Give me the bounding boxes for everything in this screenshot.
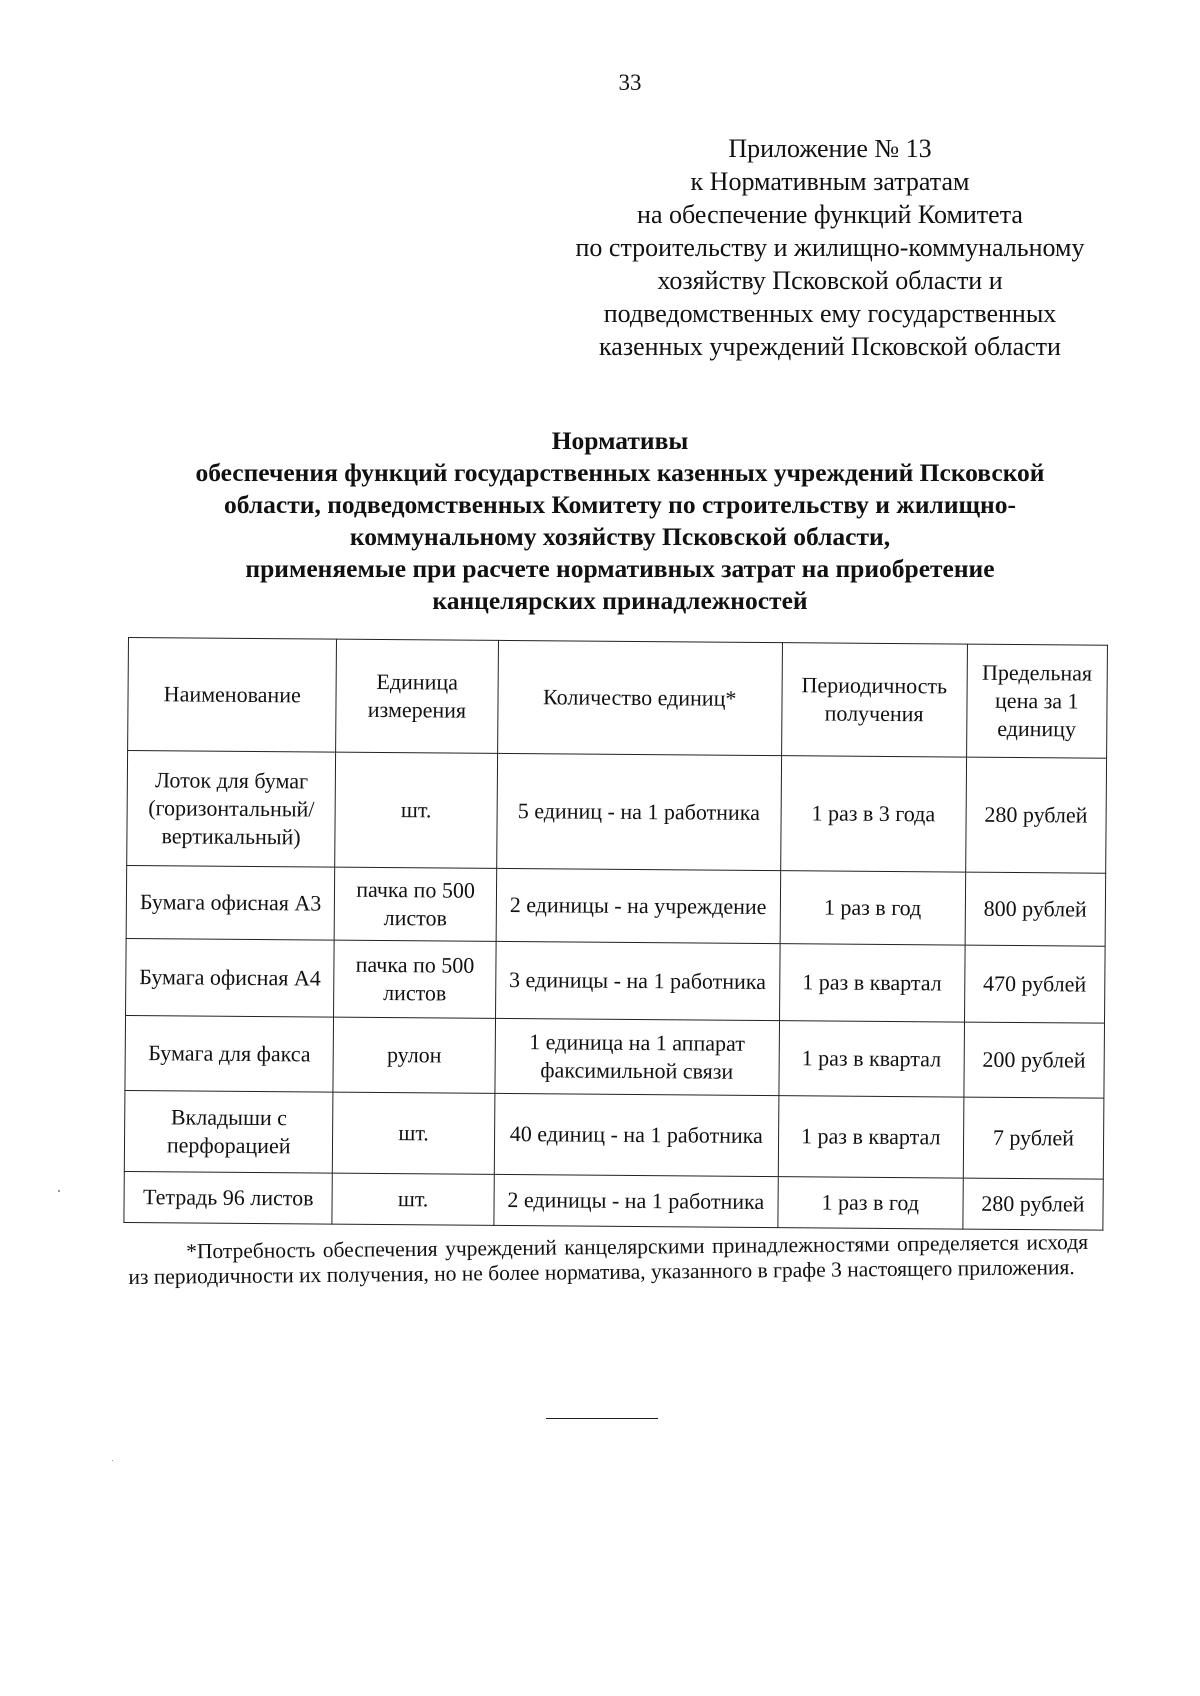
cell-quantity: 40 единиц - на 1 работника	[494, 1093, 779, 1176]
cell-price: 280 рублей	[965, 757, 1106, 873]
cell-quantity: 3 единицы - на 1 работника	[495, 941, 780, 1020]
cell-name: Бумага офисная А3	[126, 865, 335, 940]
title-line: коммунальному хозяйству Псковской области,	[349, 522, 891, 551]
norms-table	[123, 637, 1108, 1231]
scan-speck	[58, 1190, 60, 1192]
cell-unit: рулон	[333, 1017, 495, 1093]
appendix-header	[520, 132, 1140, 363]
end-divider	[546, 1418, 658, 1419]
cell-name: Лоток для бумаг (горизонтальный/ вертикальный)	[127, 751, 336, 868]
appendix-line: хозяйству Псковской области и	[657, 266, 1003, 295]
appendix-line: подведомственных ему государственных	[603, 299, 1057, 328]
cell-name: Бумага офисная А4	[126, 938, 335, 1017]
cell-price: 470 рублей	[964, 945, 1105, 1023]
table-row	[127, 751, 1107, 874]
cell-periodicity: 1 раз в год	[778, 1177, 963, 1229]
cell-price: 200 рублей	[964, 1022, 1105, 1098]
cell-periodicity: 1 раз в год	[780, 871, 965, 945]
cell-quantity: 5 единиц - на 1 работника	[496, 753, 781, 870]
title-line: Нормативы	[551, 426, 689, 455]
cell-periodicity: 1 раз в 3 года	[780, 756, 966, 872]
appendix-line: Приложение № 13	[728, 134, 932, 163]
header-periodicity: Периодичность получения	[781, 643, 967, 757]
table-row	[126, 865, 1106, 946]
cell-unit: шт.	[335, 752, 497, 868]
cell-price: 7 рублей	[963, 1097, 1104, 1179]
document-title	[120, 425, 1120, 617]
scan-speck	[112, 1460, 113, 1461]
cell-quantity: 2 единицы - на учреждение	[496, 868, 781, 943]
cell-unit: пачка по 500 листов	[335, 867, 497, 941]
footnote: *Потребность обеспечения учреждений канцелярскими принадлежностями определяется исходя из периодичности их получения, но не более норматива, указанного в графе 3 настоящего приложения.	[128, 1229, 1089, 1289]
cell-unit: шт.	[333, 1092, 495, 1174]
header-price: Предельная цена за 1 единицу	[966, 644, 1107, 758]
cell-quantity: 1 единица на 1 аппарат факсимильной связи	[495, 1018, 780, 1095]
appendix-line: по строительству и жилищно-коммунальному	[575, 233, 1085, 262]
cell-unit: пачка по 500 листов	[334, 940, 496, 1018]
cell-periodicity: 1 раз в квартал	[779, 1021, 964, 1097]
title-line: обеспечения функций государственных казенных учреждений Псковской	[195, 458, 1045, 487]
header-name: Наименование	[128, 638, 337, 753]
table-row	[124, 1090, 1104, 1179]
header-quantity: Количество единиц*	[497, 640, 782, 755]
table-row	[126, 938, 1106, 1023]
header-unit: Единица измерения	[336, 639, 498, 753]
cell-periodicity: 1 раз в квартал	[779, 944, 964, 1022]
appendix-line: на обеспечение функций Комитета	[637, 200, 1023, 229]
table-row	[124, 1171, 1103, 1230]
cell-price: 280 рублей	[963, 1178, 1104, 1230]
cell-unit: шт.	[332, 1173, 494, 1225]
title-line: применяемые при расчете нормативных затрат на приобретение	[245, 554, 995, 583]
cell-name: Тетрадь 96 листов	[124, 1171, 333, 1224]
cell-name: Вкладыши с перфорацией	[124, 1090, 333, 1173]
cell-quantity: 2 единицы - на 1 работника	[494, 1174, 779, 1227]
title-line: области, подведомственных Комитету по строительству и жилищно-	[224, 490, 1016, 519]
title-line: канцелярских принадлежностей	[432, 586, 808, 615]
cell-periodicity: 1 раз в квартал	[778, 1096, 964, 1178]
page-number: 33	[618, 70, 642, 95]
table-row	[125, 1015, 1105, 1098]
table-header-row	[128, 638, 1108, 759]
appendix-line: казенных учреждений Псковской области	[599, 332, 1061, 361]
appendix-line: к Нормативным затратам	[690, 167, 970, 196]
cell-name: Бумага для факса	[125, 1015, 334, 1092]
cell-price: 800 рублей	[965, 872, 1106, 946]
